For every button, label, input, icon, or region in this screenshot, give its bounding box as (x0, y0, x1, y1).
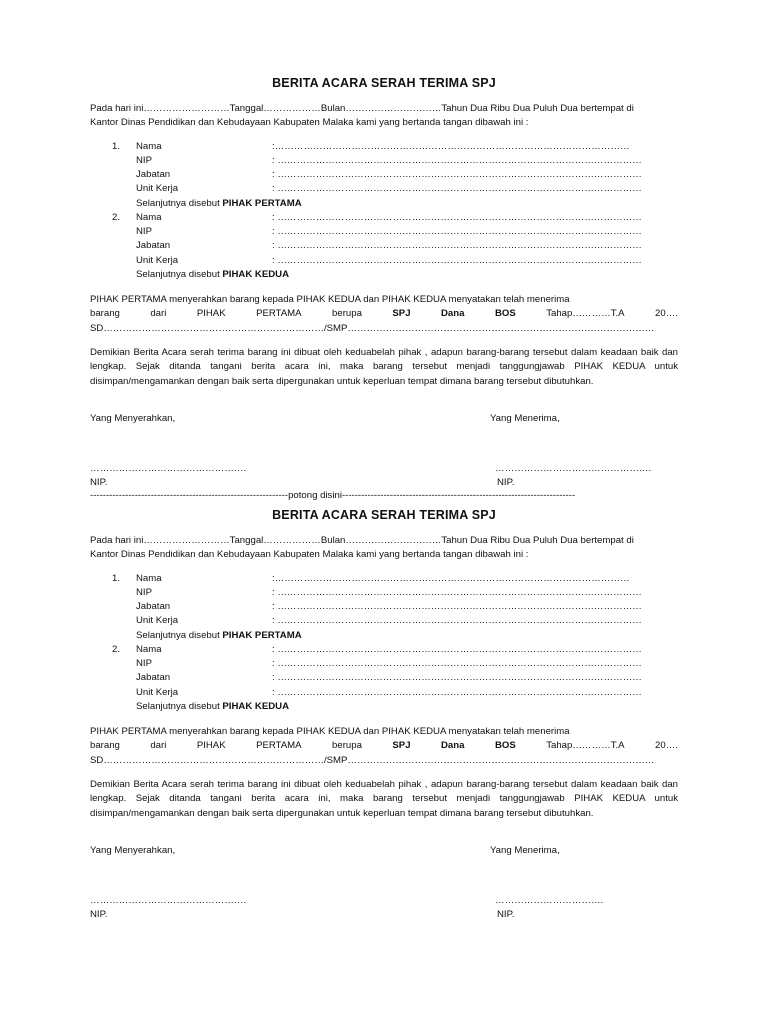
party-1-name-field: :………………………………………………………………………………………………… (272, 141, 630, 152)
giver-nip: NIP. (90, 477, 108, 488)
party-1-nip-label: NIP (136, 587, 152, 598)
document-copy-2 (90, 432, 678, 932)
intro-line-2: Kantor Dinas Pendidikan dan Kebudayaan Kabupaten Malaka kami yang bertanda tangan dibawah ini : (90, 117, 529, 129)
party-1-nip-field: : …………………………………………………………………………………………………… (272, 587, 642, 598)
party-2-unit-label: Unit Kerja (136, 687, 179, 698)
receiver-nip: NIP. (497, 477, 515, 488)
handover-word: 20…. (655, 308, 678, 320)
receiver-nip: NIP. (497, 909, 515, 920)
designation-party-name: PIHAK KEDUA (222, 269, 290, 280)
party-2-designation (136, 700, 289, 714)
giver-signature-line: …………………………………………. (90, 463, 247, 474)
party-2-name-field: : …………………………………………………………………………………………………… (272, 644, 642, 655)
party-2-designation (136, 268, 289, 282)
party-1-unit-field: : …………………………………………………………………………………………………… (272, 183, 642, 194)
intro-line-1: Pada hari ini………………………Tanggal………………Bulan…………………………Tahun Dua Ribu Dua Puluh Dua bertempat di (90, 535, 634, 546)
handover-line-1: PIHAK PERTAMA menyerahkan barang kepada PIHAK KEDUA dan PIHAK KEDUA menyatakan telah menerima (90, 294, 570, 305)
handover-word-bos: BOS (494, 308, 516, 320)
party-1-name-field: :………………………………………………………………………………………………… (272, 573, 630, 584)
party-1-nip-label: NIP (136, 155, 152, 166)
party-2-jabatan-label: Jabatan (136, 240, 171, 251)
party-1-designation (136, 197, 302, 211)
party-2-jabatan-label: Jabatan (136, 672, 171, 683)
closing-paragraph: Demikian Berita Acara serah terima barang ini dibuat oleh keduabelah pihak , adapun barang-barang tersebut dalam keadaan baik dan lengkap. Sejak ditanda tangani berita acara ini, maka barang tersebut menjadi tanggungjawab PIHAK KEDUA untuk disimpan/mengamankan dengan baik serta dipergunakan untuk keperluan tempat dimana barang tersebut dibutuhkan. (90, 347, 678, 387)
party-2-nip-field: : …………………………………………………………………………………………………… (272, 226, 642, 237)
party-1-unit-field: : …………………………………………………………………………………………………… (272, 615, 642, 626)
party-1-designation (136, 629, 302, 643)
designation-prefix: Selanjutnya disebut (136, 630, 223, 641)
party-1-jabatan-field: : …………………………………………………………………………………………………… (272, 169, 642, 180)
intro-line-1: Pada hari ini………………………Tanggal………………Bulan…………………………Tahun Dua Ribu Dua Puluh Dua bertempat di (90, 103, 634, 114)
party-2-nip-label: NIP (136, 658, 152, 669)
handover-line-3: SD……………………………………………………………/SMP…………………………………………………………………………………… (90, 754, 655, 766)
cut-line: --------------------------------------------------------------potong disini------------------------------------------------------------------------- (90, 490, 576, 501)
handover-word: dari (150, 740, 167, 752)
receiver-label: Yang Menerima, (490, 413, 560, 424)
giver-label: Yang Menyerahkan, (90, 845, 176, 856)
giver-signature-line: …………………………………………. (90, 895, 247, 906)
handover-word-dana: Dana (441, 740, 465, 752)
handover-word: barang (90, 308, 120, 320)
party-2-unit-field: : …………………………………………………………………………………………………… (272, 687, 642, 698)
party-1-number: 1. (112, 141, 121, 152)
party-1-unit-label: Unit Kerja (136, 183, 179, 194)
party-1-name-label: Nama (136, 573, 162, 584)
handover-word: PIHAK (196, 308, 226, 320)
handover-word: dari (150, 308, 167, 320)
receiver-signature-line: ……………………………. (495, 895, 604, 906)
handover-word: PERTAMA (256, 308, 302, 320)
party-2-number: 2. (112, 212, 121, 223)
intro-paragraph (90, 534, 678, 563)
handover-paragraph (90, 293, 678, 336)
party-2-name-label: Nama (136, 644, 162, 655)
handover-word: PIHAK (196, 740, 226, 752)
handover-word-bos: BOS (494, 740, 516, 752)
party-1-jabatan-field: : …………………………………………………………………………………………………… (272, 601, 642, 612)
handover-word: Tahap…………T.A (546, 308, 625, 320)
party-2-name-field: : …………………………………………………………………………………………………… (272, 212, 642, 223)
handover-word-spj: SPJ (392, 308, 411, 320)
party-2-jabatan-field: : …………………………………………………………………………………………………… (272, 672, 642, 683)
handover-word: 20…. (655, 740, 678, 752)
party-1-nip-field: : …………………………………………………………………………………………………… (272, 155, 642, 166)
handover-word-dana: Dana (441, 308, 465, 320)
handover-word: barang (90, 740, 120, 752)
party-1-unit-label: Unit Kerja (136, 615, 179, 626)
party-2-nip-label: NIP (136, 226, 152, 237)
handover-paragraph (90, 725, 678, 768)
party-1-jabatan-label: Jabatan (136, 169, 171, 180)
designation-prefix: Selanjutnya disebut (136, 701, 223, 712)
party-1-number: 1. (112, 573, 121, 584)
handover-word-spj: SPJ (392, 740, 411, 752)
designation-party-name: PIHAK PERTAMA (222, 198, 302, 209)
party-1-jabatan-label: Jabatan (136, 601, 171, 612)
receiver-label: Yang Menerima, (490, 845, 560, 856)
giver-nip: NIP. (90, 909, 108, 920)
designation-party-name: PIHAK PERTAMA (222, 630, 302, 641)
designation-prefix: Selanjutnya disebut (136, 269, 223, 280)
document-title: BERITA ACARA SERAH TERIMA SPJ (272, 508, 496, 522)
giver-label: Yang Menyerahkan, (90, 413, 176, 424)
handover-line-2 (90, 307, 678, 321)
handover-word: PERTAMA (256, 740, 302, 752)
document-copy-1 (90, 0, 678, 490)
party-1-name-label: Nama (136, 141, 162, 152)
party-2-unit-field: : …………………………………………………………………………………………………… (272, 255, 642, 266)
handover-word: Tahap…………T.A (546, 740, 625, 752)
party-2-unit-label: Unit Kerja (136, 255, 179, 266)
party-2-jabatan-field: : …………………………………………………………………………………………………… (272, 240, 642, 251)
handover-word: berupa (332, 740, 362, 752)
designation-prefix: Selanjutnya disebut (136, 198, 223, 209)
party-2-number: 2. (112, 644, 121, 655)
designation-party-name: PIHAK KEDUA (222, 701, 290, 712)
document-title: BERITA ACARA SERAH TERIMA SPJ (272, 76, 496, 90)
intro-line-2: Kantor Dinas Pendidikan dan Kebudayaan Kabupaten Malaka kami yang bertanda tangan dibawah ini : (90, 549, 529, 561)
handover-line-3: SD……………………………………………………………/SMP…………………………………………………………………………………… (90, 322, 655, 334)
handover-line-1: PIHAK PERTAMA menyerahkan barang kepada PIHAK KEDUA dan PIHAK KEDUA menyatakan telah menerima (90, 726, 570, 737)
party-2-name-label: Nama (136, 212, 162, 223)
intro-paragraph (90, 102, 678, 131)
party-2-nip-field: : …………………………………………………………………………………………………… (272, 658, 642, 669)
handover-line-2 (90, 739, 678, 753)
receiver-signature-line: …………………………………………. (495, 463, 652, 474)
handover-word: berupa (332, 308, 362, 320)
closing-paragraph: Demikian Berita Acara serah terima barang ini dibuat oleh keduabelah pihak , adapun barang-barang tersebut dalam keadaan baik dan lengkap. Sejak ditanda tangani berita acara ini, maka barang tersebut menjadi tanggungjawab PIHAK KEDUA untuk disimpan/mengamankan dengan baik serta dipergunakan untuk keperluan tempat dimana barang tersebut dibutuhkan. (90, 779, 678, 819)
